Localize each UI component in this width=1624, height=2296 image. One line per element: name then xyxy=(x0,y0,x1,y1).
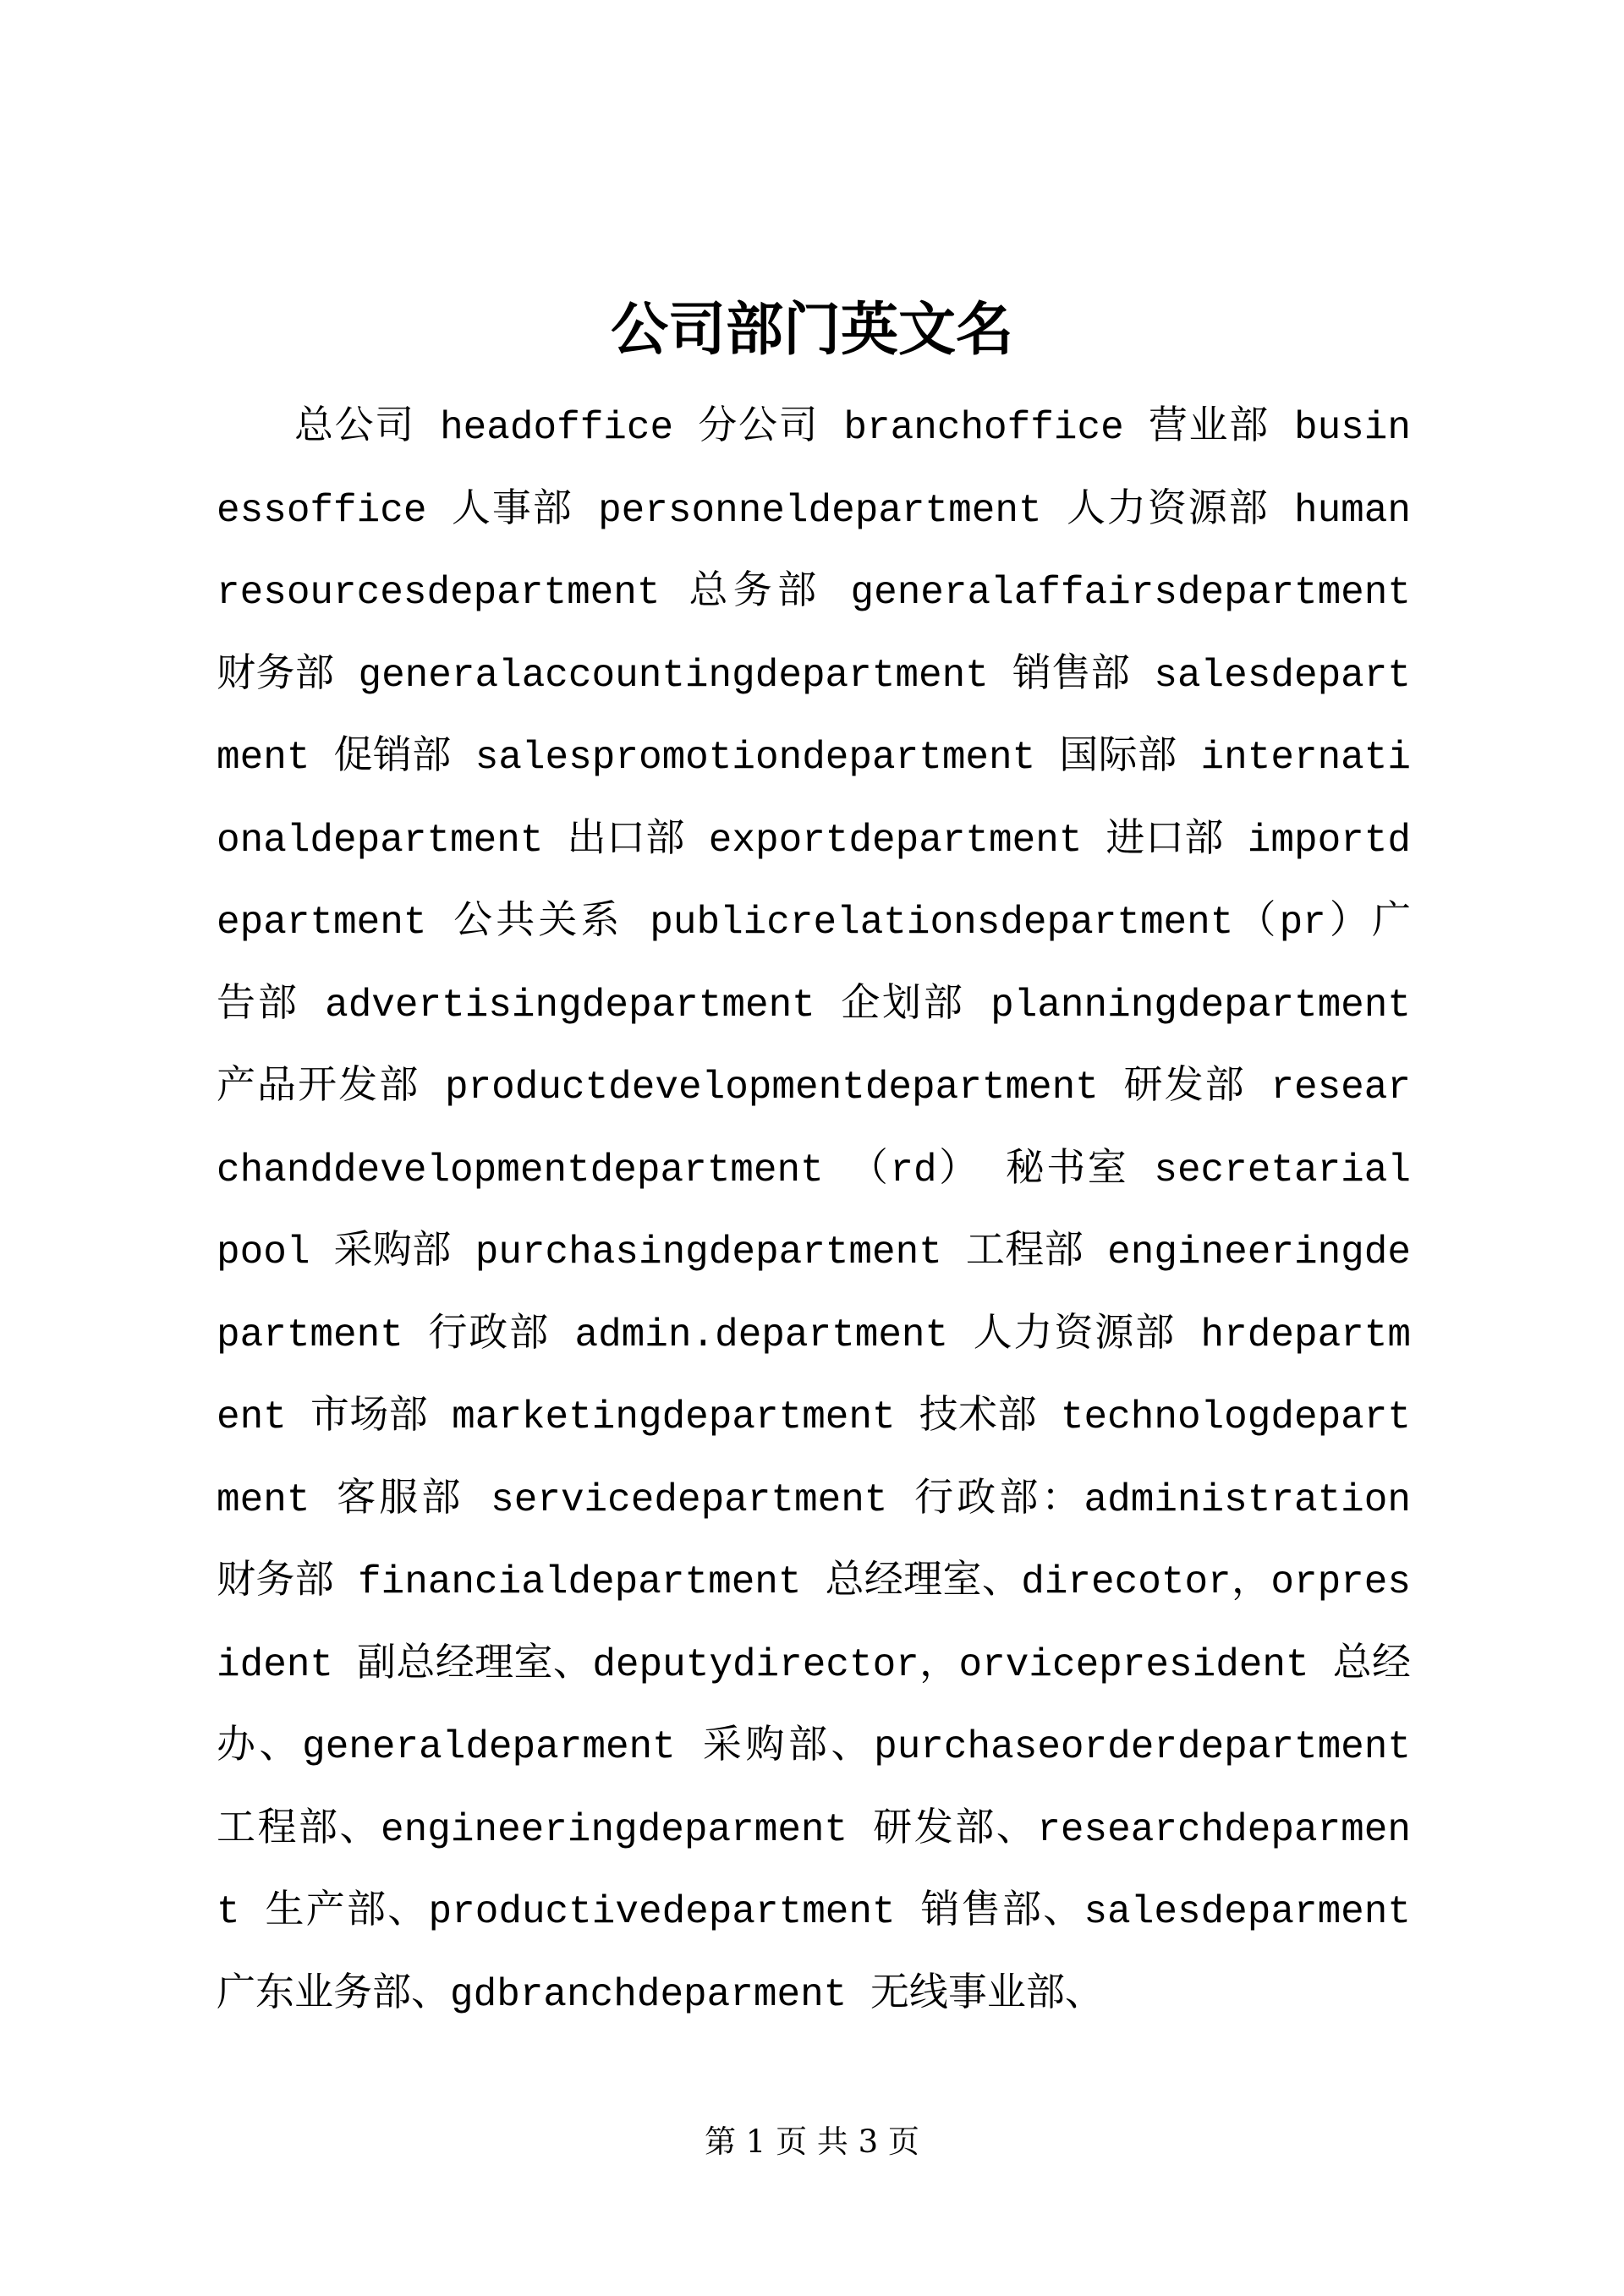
document-body: 总公司 headoffice 分公司 branchoffice 营业部 businessoffice 人事部 personneldepartment 人力资源部 humanresourcesdepartment 总务部 generalaffairsdepartment 财务部 generalaccountingdepartment 销售部 salesdepartment 促销部 salespromotiondepartment 国际部 internationaldepartment 出口部 exportdepartment 进口部 importdepartment 公共关系 publicrelationsdepartment（pr）广告部 advertisingdepartment 企划部 planningdepartment 产品开发部 productdevelopmentdepartment 研发部 researchanddevelopmentdepartment （rd） 秘书室 secretarialpool 采购部 purchasingdepartment 工程部 engineeringdepartment 行政部 admin.department 人力资源部 hrdepartment 市场部 marketingdepartment 技术部 technologdepartment 客服部 servicedepartment 行政部：administration 财务部 financialdepartment 总经理室、direcotor，orpresident 副总经理室、deputydirector，orvicepresident 总经办、generaldeparment 采购部、purchaseorderdepartment 工程部、engineeringdeparment 研发部、researchdeparment 生产部、productivedepartment 销售部、salesdeparment 广东业务部、gdbranchdeparment 无线事业部、 xyxy=(217,406,1411,2017)
page-footer: 第 1 页 共 3 页 xyxy=(705,2123,919,2160)
document-title: 公司部门英文名 xyxy=(610,296,1013,364)
